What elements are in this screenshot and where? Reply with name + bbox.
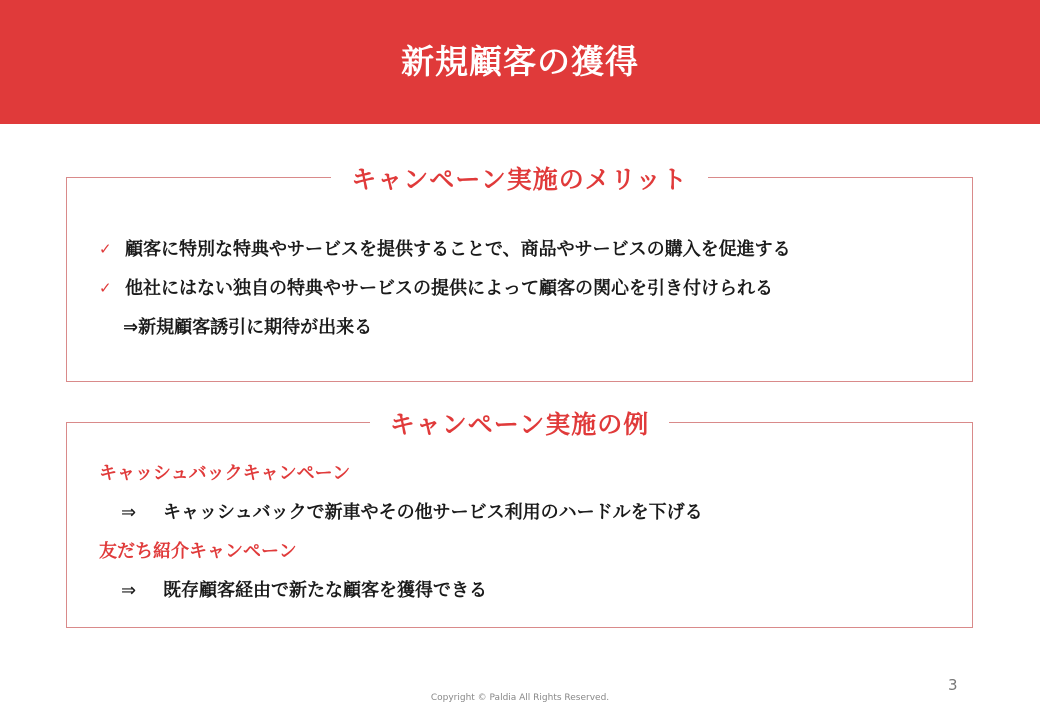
copyright: Copyright © Paldia All Rights Reserved.	[430, 693, 610, 703]
example-description-text: キャッシュバックで新車やその他サービス利用のハードルを下げる	[163, 502, 703, 523]
examples-panel-title: キャンペーン実施の例	[370, 410, 670, 439]
merit-item-text: 他社にはない独自の特典やサービスの提供によって顧客の関心を引き付けられる	[125, 278, 773, 299]
example-title-cashback: キャッシュバックキャンペーン	[99, 463, 351, 484]
example-description	[99, 493, 703, 533]
merits-panel-title-wrap	[67, 160, 972, 196]
merits-panel-title: キャンペーン実施のメリット	[331, 165, 708, 194]
example-description	[99, 571, 703, 611]
examples-panel	[66, 410, 973, 628]
arrow-icon: ⇒	[121, 580, 137, 601]
header-band	[0, 0, 1040, 124]
page-number: 3	[948, 676, 958, 694]
example-description-text: 既存顧客経由で新たな顧客を獲得できる	[163, 580, 487, 601]
page-title: 新規顧客の獲得	[401, 42, 639, 81]
check-icon: ✓	[99, 279, 112, 297]
merit-item	[99, 230, 791, 269]
examples-panel-title-wrap	[67, 405, 972, 441]
merit-item-text: 顧客に特別な特典やサービスを提供することで、商品やサービスの購入を促進する	[125, 239, 791, 260]
merit-item	[99, 269, 791, 308]
merit-conclusion: ⇒新規顧客誘引に期待が出来る	[123, 317, 373, 338]
examples-list	[99, 455, 703, 611]
arrow-icon: ⇒	[121, 502, 137, 523]
merits-list	[99, 230, 791, 347]
example-title-referral: 友だち紹介キャンペーン	[99, 541, 297, 562]
merits-panel	[66, 165, 973, 382]
check-icon: ✓	[99, 240, 112, 258]
